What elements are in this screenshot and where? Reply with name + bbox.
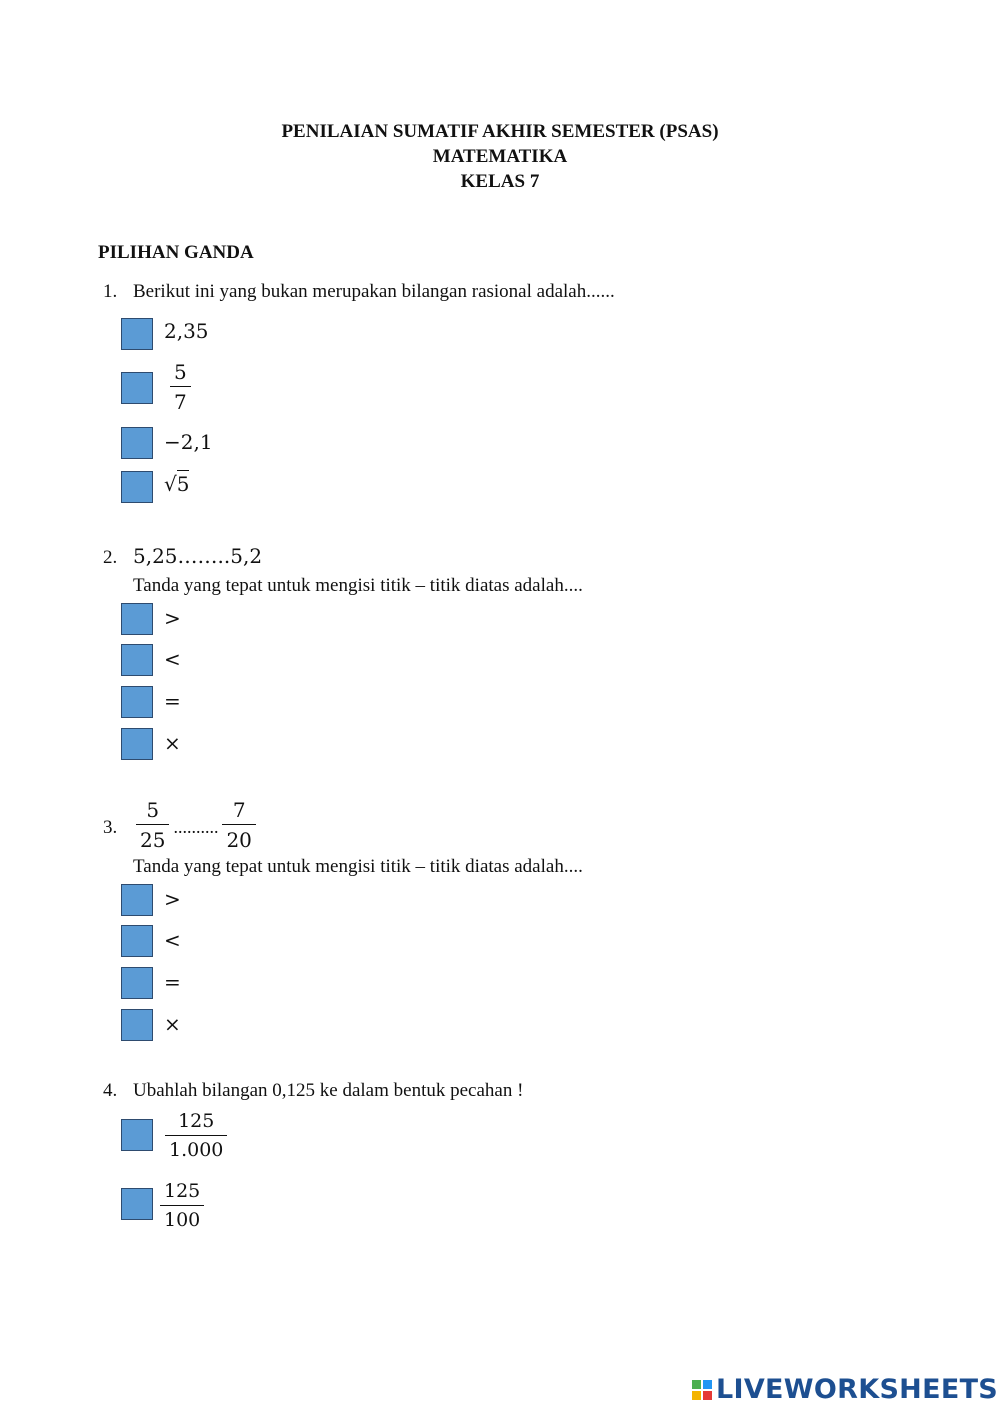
logo-grid-icon xyxy=(692,1380,712,1400)
q3-option-c-label: = xyxy=(164,970,181,994)
q4-number: 4. xyxy=(103,1080,118,1101)
fraction-denominator: 25 xyxy=(140,828,166,852)
q2-option-b-label: < xyxy=(164,647,181,671)
q1-option-d-label xyxy=(164,472,189,496)
q4-option-b-fraction xyxy=(160,1182,204,1230)
fraction-denominator: 20 xyxy=(226,828,252,852)
q3-text: Tanda yang tepat untuk mengisi titik – titik diatas adalah.... xyxy=(133,856,583,877)
q3-option-d-label: × xyxy=(164,1012,181,1036)
q4-option-b-label xyxy=(160,1180,204,1230)
fraction-numerator: 5 xyxy=(174,360,187,384)
q3-option-b-label: < xyxy=(164,928,181,952)
q1-option-b-fraction xyxy=(170,362,191,412)
fraction-numerator: 7 xyxy=(232,798,246,822)
q2-option-d-checkbox[interactable] xyxy=(121,728,153,760)
q3-left-fraction xyxy=(136,800,169,850)
q3-option-b-checkbox[interactable] xyxy=(121,925,153,957)
title-line-1: PENILAIAN SUMATIF AKHIR SEMESTER (PSAS) xyxy=(281,121,719,142)
q2-option-b-checkbox[interactable] xyxy=(121,644,153,676)
logo-square xyxy=(692,1380,701,1389)
logo-square xyxy=(692,1391,701,1400)
q3-expression xyxy=(136,800,256,850)
fraction-numerator: 5 xyxy=(146,798,160,822)
q3-right-fraction xyxy=(222,800,255,850)
q2-option-c-label: = xyxy=(164,689,181,713)
logo-square xyxy=(703,1391,712,1400)
q4-option-b-checkbox[interactable] xyxy=(121,1188,153,1220)
q2-option-d-label: × xyxy=(164,731,181,755)
fraction-denominator: 1.000 xyxy=(169,1139,224,1161)
title-line-3: KELAS 7 xyxy=(460,171,540,192)
q3-option-a-label: > xyxy=(164,887,181,911)
q1-option-b-checkbox[interactable] xyxy=(121,372,153,404)
logo-square xyxy=(703,1380,712,1389)
q2-expression: 5,25……..5,2 xyxy=(133,544,263,568)
q4-option-a-label xyxy=(165,1110,227,1160)
q1-option-a-label: 2,35 xyxy=(164,319,209,343)
fraction-numerator: 125 xyxy=(164,1180,201,1202)
q1-option-b-label xyxy=(170,360,191,412)
logo-text: LIVEWORKSHEETS xyxy=(716,1374,999,1405)
q3-dots: .......... xyxy=(173,816,219,837)
q1-option-c-label: −2,1 xyxy=(164,430,213,454)
q2-number: 2. xyxy=(103,547,118,568)
q2-text: Tanda yang tepat untuk mengisi titik – titik diatas adalah.... xyxy=(133,575,583,596)
fraction-numerator: 125 xyxy=(178,1110,215,1132)
q1-number: 1. xyxy=(103,281,118,302)
fraction-denominator: 7 xyxy=(174,390,187,414)
fraction-denominator: 100 xyxy=(164,1209,201,1231)
radicand: 5 xyxy=(176,472,190,496)
q1-option-c-checkbox[interactable] xyxy=(121,427,153,459)
q3-option-d-checkbox[interactable] xyxy=(121,1009,153,1041)
q4-option-a-fraction xyxy=(165,1112,227,1160)
title-line-2: MATEMATIKA xyxy=(432,146,568,167)
liveworksheets-logo xyxy=(692,1374,998,1405)
q3-option-c-checkbox[interactable] xyxy=(121,967,153,999)
q4-text: Ubahlah bilangan 0,125 ke dalam bentuk pecahan ! xyxy=(133,1080,524,1101)
q1-option-d-checkbox[interactable] xyxy=(121,471,153,503)
q3-option-a-checkbox[interactable] xyxy=(121,884,153,916)
q4-option-a-checkbox[interactable] xyxy=(121,1119,153,1151)
q1-text: Berikut ini yang bukan merupakan bilangan rasional adalah...... xyxy=(133,281,615,302)
section-title: PILIHAN GANDA xyxy=(98,242,254,263)
q3-number: 3. xyxy=(103,817,118,838)
q2-option-c-checkbox[interactable] xyxy=(121,686,153,718)
radical-sign: √ xyxy=(164,472,177,496)
q2-option-a-label: > xyxy=(164,606,181,630)
q1-option-a-checkbox[interactable] xyxy=(121,318,153,350)
q2-option-a-checkbox[interactable] xyxy=(121,603,153,635)
